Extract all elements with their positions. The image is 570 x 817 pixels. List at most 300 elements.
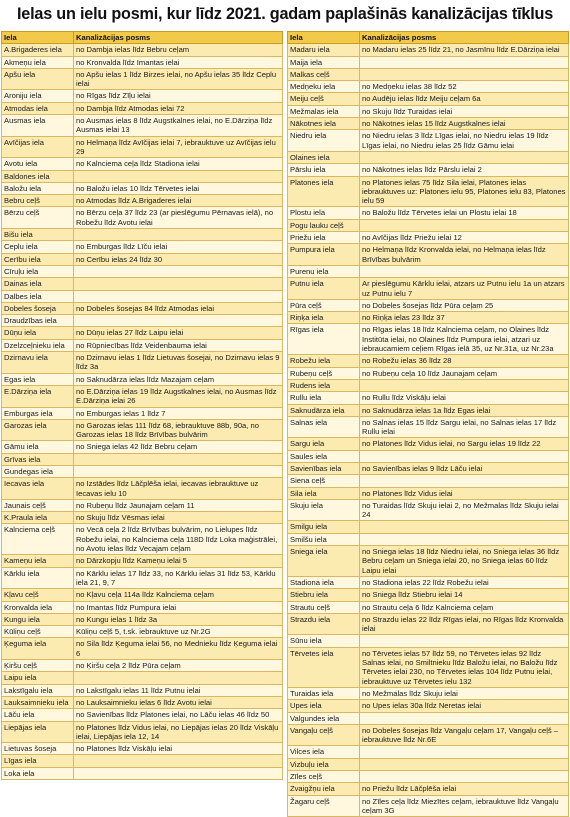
street-cell: Kļavu ceļš [2,589,74,601]
street-cell: Kārklu iela [2,567,74,589]
table-row [288,647,569,687]
street-cell: Avotu iela [2,158,74,170]
street-cell: Savienības iela [288,462,360,474]
section-cell: no Kalnciema ceļa līdz Stadiona ielai [74,158,283,170]
street-cell: Tērvetes iela [288,647,360,687]
section-cell: no Imantas līdz Pumpura ielai [74,601,283,613]
section-cell [360,758,569,770]
section-cell: no Platones līdz Vidus ielai, no Sargu ielas 19 līdz 22 [360,438,569,450]
street-cell: Stiebru iela [288,589,360,601]
table-row [2,453,283,465]
street-cell: Pogu lauku ceļš [288,219,360,231]
street-cell: Meiju ceļš [288,93,360,105]
street-cell: Riņķa iela [288,312,360,324]
section-cell: no Nākotnes ielas 15 līdz Augstkalnes ielai [360,118,569,130]
section-cell: no Bērzu ceļa 37 līdz 23 (ar pieslēgumu Pērnavas ielā), no Robežu līdz Avotu ielai [74,207,283,229]
table-row [288,312,569,324]
header-street: Iela [2,32,74,44]
street-cell: Olaines iela [288,151,360,163]
section-cell: no Audēju ielas līdz Meiju ceļam 6a [360,93,569,105]
table-row [2,56,283,68]
table-row [2,638,283,660]
table-row [288,758,569,770]
street-cell: Medņeku iela [288,81,360,93]
street-cell: Strautu ceļš [288,601,360,613]
street-cell: Saknudārza iela [288,404,360,416]
table-row [2,302,283,314]
street-cell: Kronvalda iela [2,601,74,613]
section-cell [360,533,569,545]
section-cell [360,746,569,758]
section-cell [360,450,569,462]
table-row [2,589,283,601]
table-row [2,767,283,779]
section-cell: no Priežu līdz Lāčplēša ielai [360,783,569,795]
section-cell: no Platones līdz Vidus ielai [360,487,569,499]
section-cell [74,465,283,477]
table-row [288,783,569,795]
table-row [288,81,569,93]
section-cell [74,672,283,684]
street-cell: Sniega iela [288,546,360,577]
table-row [2,229,283,241]
table-row [2,115,283,137]
table-row [2,755,283,767]
section-cell: no Rubeņu ceļa 10 līdz Jaunajam ceļam [360,367,569,379]
table-row [2,660,283,672]
table-row [2,90,283,102]
street-cell: Pumpura iela [288,244,360,266]
street-cell: Smilšu iela [288,533,360,545]
street-cell: Emburgas iela [2,407,74,419]
section-cell: no Skuju līdz Turaidas ielai [360,105,569,117]
street-cell: Madaru iela [288,44,360,56]
street-cell: Niedru iela [288,130,360,152]
section-cell: no Helmaņa līdz Kronvalda ielai, no Helmaņa ielas līdz Brīvības bulvārim [360,244,569,266]
street-cell: Jaunais ceļš [2,499,74,511]
street-cell: Atmodas iela [2,102,74,114]
table-row [288,219,569,231]
street-cell: Rudens iela [288,379,360,391]
section-cell: no Vecā ceļa 2 līdz Brīvības bulvārim, no Lielupes līdz Robežu ielai, no Kalnciema ceļa 118D līdz Loka maģistrālei, no Avotu ielas līdz Vecajam ceļam [74,524,283,555]
table-row [2,352,283,374]
section-cell: no Izstādes līdz Lāčplēša ielai, iecavas iebrauktuve uz Iecavas ielu 10 [74,478,283,500]
section-cell: no Dzirnavu ielas 1 līdz Lietuvas šosejai, no Dzirnavu ielas 9 līdz 3a [74,352,283,374]
street-cell: Purenu iela [288,265,360,277]
section-cell: no Emburgas līdz Līču ielai [74,241,283,253]
table-row [2,441,283,453]
section-cell: no Savienības ielas 9 līdz Lāču ielai [360,462,569,474]
street-cell: Pārslu iela [288,164,360,176]
section-cell [360,265,569,277]
section-cell: no Rīgas ielas 18 līdz Kalnciema ceļam, no Olaines līdz Institūta ielai, no Olaines līdz Pumpura ielai, atzari uz iebraucamiem ceļiem Rīgas ielā 35, uz Nr.31a, uz Nr.23a [360,324,569,355]
street-cell: Vilces iela [288,746,360,758]
table-row [2,567,283,589]
street-cell: Lāču iela [2,709,74,721]
table-row [2,158,283,170]
table-row [2,684,283,696]
section-cell: no Sniega līdz Stiebru ielai 14 [360,589,569,601]
street-cell: Egas iela [2,373,74,385]
table-row [2,195,283,207]
section-cell: no Emburgas ielas 1 līdz 7 [74,407,283,419]
street-cell: Baložu iela [2,182,74,194]
table-row [2,265,283,277]
table-row [288,546,569,577]
street-cell: Stadiona iela [288,576,360,588]
street-cell: Dalbes iela [2,290,74,302]
table-row [2,499,283,511]
table-row [288,450,569,462]
section-cell: no Dobeles šosejas 84 līdz Atmodas ielai [74,302,283,314]
section-cell [360,68,569,80]
street-cell: Smilgu iela [288,521,360,533]
section-cell: no Upes ielas 30a līdz Neretas ielai [360,700,569,712]
street-cell: Nākotnes iela [288,118,360,130]
page-title: Ielas un ielu posmi, kur līdz 2021. gadam paplašinās kanalizācijas tīklus [17,5,553,23]
section-cell: no Mežmalas līdz Skuju ielai [360,687,569,699]
table-row [2,44,283,56]
section-cell: no Dobeles šosejas līdz Vangaļu ceļam 17, Vangaļu ceļš – iebrauktuve līdz Nr.6E [360,724,569,746]
section-cell [360,475,569,487]
table-row [288,244,569,266]
street-cell: Ceplu iela [2,241,74,253]
table-row [288,771,569,783]
street-cell: Lakstīgalu iela [2,684,74,696]
section-cell [360,56,569,68]
street-cell: Sargu iela [288,438,360,450]
street-cell: Mežmalas iela [288,105,360,117]
street-cell: Akmeņu iela [2,56,74,68]
section-cell: no Medņeku ielas 38 līdz 52 [360,81,569,93]
table-row [288,44,569,56]
street-cell: Skuju iela [288,499,360,521]
section-cell: no Baložu ielas 10 līdz Tērvetes ielai [74,182,283,194]
section-cell [360,521,569,533]
table-row [288,601,569,613]
street-cell: Kungu iela [2,613,74,625]
section-cell [74,229,283,241]
section-cell: no Sniega ielas 18 līdz Niedru ielai, no Sniega ielas 36 līdz Bebru ceļam un Sniega ielai 20, no Sniega ielas 60 līdz Laipu ielai [360,546,569,577]
street-cell: Bērzu ceļš [2,207,74,229]
street-cell: Ķiršu ceļš [2,660,74,672]
section-cell: no Salnas ielas 15 līdz Sargu ielai, no Salnas ielas 17 līdz Rullu ielai [360,416,569,438]
table-row [2,626,283,638]
table-row [2,315,283,327]
section-cell: no Lakstīgalu ielas 11 līdz Putnu ielai [74,684,283,696]
section-cell: no Tērvetes ielas 57 līdz 59, no Tērvetes ielas 92 līdz Salnas ielai, no Smiltnieku līdz Baložu ielai, no Baložu līdz Tērvetes ielai 230, no Tērvetes ielas 104 līdz Putnu ielai, iebrauktuve uz Tērvetes ielu 132 [360,647,569,687]
street-cell: Rīgas iela [288,324,360,355]
section-cell: no Dambja ielas līdz Bebru ceļam [74,44,283,56]
table-row [288,93,569,105]
table-header-row [288,32,569,44]
street-cell: Gāmu iela [2,441,74,453]
street-cell: Garozas iela [2,419,74,441]
street-cell: Putnu iela [288,278,360,300]
table-row [288,265,569,277]
table-row [288,176,569,207]
street-cell: Laipu iela [2,672,74,684]
table-row [288,324,569,355]
street-cell: Dzirnavu iela [2,352,74,374]
street-cell: Cīruļu iela [2,265,74,277]
table-row [288,379,569,391]
street-cell: Līgas iela [2,755,74,767]
section-cell [360,219,569,231]
section-cell [74,453,283,465]
section-cell: no Garozas ielas 111 līdz 68, iebrauktuve 88b, 90a, no Garozas ielas 18 līdz Brīvības bulvārim [74,419,283,441]
section-cell: no Stadiona ielas 22 līdz Robežu ielai [360,576,569,588]
street-cell: Turaidas iela [288,687,360,699]
section-cell [74,170,283,182]
section-cell: no Kungu ielas 1 līdz 3a [74,613,283,625]
section-cell: no Saknudārza ielas līdz Mazajam ceļam [74,373,283,385]
table-row [288,130,569,152]
left-column [1,31,283,786]
table-row [2,696,283,708]
section-cell: no Avīčijas līdz Priežu ielai 12 [360,232,569,244]
section-cell: no Platones līdz Vidus ielai, no Liepājas ielas 20 līdz Viskāļu ielai, Liepājas iela 12, 14 [74,721,283,743]
table-row [288,438,569,450]
table-row [288,232,569,244]
section-cell [74,755,283,767]
table-row [288,613,569,635]
street-cell: Plostu iela [288,207,360,219]
street-cell: Baldones iela [2,170,74,182]
section-cell: no Sila līdz Ķeguma ielai 56, no Mednieku līdz Ķeguma ielai 6 [74,638,283,660]
street-cell: Apšu iela [2,68,74,90]
table-row [2,290,283,302]
table-row [288,278,569,300]
section-cell: no Dūņu ielas 27 līdz Laipu ielai [74,327,283,339]
table-row [288,795,569,817]
street-cell: Strazdu iela [288,613,360,635]
table-row [2,385,283,407]
section-cell [360,771,569,783]
header-section: Kanalizācijas posms [360,32,569,44]
section-cell: no Zīles ceļa līdz Miezītes ceļam, iebrauktuve līdz Vangaļu ceļam 3G [360,795,569,817]
section-cell [74,767,283,779]
table-row [288,589,569,601]
section-cell: no Lauksaimnieku ielas 6 līdz Avotu ielai [74,696,283,708]
table-row [288,687,569,699]
table-row [2,672,283,684]
table-row [288,462,569,474]
street-cell: Loka iela [2,767,74,779]
header-street: Iela [288,32,360,44]
table-row [2,743,283,755]
table-row [288,712,569,724]
street-cell: A.Brigaderes iela [2,44,74,56]
section-cell: no Baložu līdz Tērvetes ielai un Plostu ielai 18 [360,207,569,219]
street-cell: Dūņu iela [2,327,74,339]
section-cell: no Kļavu ceļa 114a līdz Kalnciema ceļam [74,589,283,601]
left-table-body [2,44,283,780]
table-row [2,601,283,613]
right-table-body [288,44,569,817]
section-cell: no Skuju līdz Vēsmas ielai [74,512,283,524]
table-row [2,253,283,265]
table-row [288,475,569,487]
section-cell: no Cerību ielas 24 līdz 30 [74,253,283,265]
table-row [2,407,283,419]
street-cell: Sūnu iela [288,635,360,647]
table-row [2,241,283,253]
section-cell: no Apšu ielas 1 līdz Birzes ielai, no Apšu ielas 35 līdz Ceplu ielai [74,68,283,90]
street-cell: Upes iela [288,700,360,712]
street-cell: Kameņu iela [2,555,74,567]
street-cell: Zvaigžņu iela [288,783,360,795]
table-row [288,68,569,80]
section-cell: no Dambja līdz Atmodas ielai 72 [74,102,283,114]
table-row [2,182,283,194]
street-cell: Aroniju iela [2,90,74,102]
section-cell: no Ausmas ielas 8 līdz Augstkalnes ielai, no E.Dārziņa līdz Ausmas ielai 13 [74,115,283,137]
table-row [288,724,569,746]
table-row [288,635,569,647]
street-cell: E.Dārziņa iela [2,385,74,407]
street-cell: Rullu iela [288,392,360,404]
table-row [288,56,569,68]
street-cell: Iecavas iela [2,478,74,500]
street-cell: Pūra ceļš [288,299,360,311]
street-cell: Malkas ceļš [288,68,360,80]
left-table [1,31,283,780]
street-cell: Dainas iela [2,278,74,290]
document-page [0,3,570,815]
table-row [2,555,283,567]
section-cell [74,278,283,290]
table-row [2,709,283,721]
section-cell: no Rullu līdz Viskāļu ielai [360,392,569,404]
section-cell: no Robežu ielas 36 līdz 28 [360,355,569,367]
street-cell: Draudzības iela [2,315,74,327]
section-cell: no Strautu ceļa 6 līdz Kalnciema ceļam [360,601,569,613]
table-row [288,164,569,176]
section-cell: no Sniega ielas 42 līdz Bebru ceļam [74,441,283,453]
section-cell: no E.Dārziņa ielas 19 līdz Augstkalnes ielai, no Ausmas līdz E.Dārziņa ielai 26 [74,385,283,407]
street-cell: Salnas iela [288,416,360,438]
street-cell: Ausmas iela [2,115,74,137]
table-row [288,700,569,712]
table-row [288,521,569,533]
table-row [2,136,283,158]
section-cell [360,151,569,163]
street-cell: Ķeguma iela [2,638,74,660]
street-cell: Bišu iela [2,229,74,241]
table-row [2,102,283,114]
street-cell: Priežu iela [288,232,360,244]
table-row [288,416,569,438]
section-cell: no Rūpniecības līdz Veidenbauma ielai [74,339,283,351]
street-cell: Avīčijas iela [2,136,74,158]
section-cell [74,315,283,327]
street-cell: Kalnciema ceļš [2,524,74,555]
section-cell: no Helmaņa līdz Avīčijas ielai 7, iebrauktuve uz Avīčijas ielu 29 [74,136,283,158]
table-row [288,118,569,130]
table-row [288,367,569,379]
section-cell: no Ķiršu ceļa 2 līdz Pūra ceļam [74,660,283,672]
table-row [288,487,569,499]
street-cell: Vizbuļu iela [288,758,360,770]
table-row [2,339,283,351]
section-cell: no Kronvalda līdz Imantas ielai [74,56,283,68]
street-cell: Bebru ceļš [2,195,74,207]
section-cell: Ar pieslēgumu Kārklu ielai, atzars uz Putnu ielu 1a un atzars uz Putnu ielu 7 [360,278,569,300]
street-cell: Kūliņu ceļš [2,626,74,638]
table-row [288,392,569,404]
section-cell [360,379,569,391]
section-cell: no Madaru ielas 25 līdz 21, no Jasmīnu līdz E.Dārziņa ielai [360,44,569,56]
street-cell: Siena ceļš [288,475,360,487]
table-row [2,278,283,290]
section-cell: no Niedru ielas 3 līdz Līgas ielai, no Niedru ielas 19 līdz Līgas ielai, no Niedru ielas 25 līdz Gāmu ielai [360,130,569,152]
street-cell: Saules iela [288,450,360,462]
table-row [2,207,283,229]
street-cell: Dzelzceļnieku iela [2,339,74,351]
section-cell [74,290,283,302]
table-row [288,151,569,163]
street-cell: Gundegas iela [2,465,74,477]
table-row [288,207,569,219]
street-cell: Zīles ceļš [288,771,360,783]
street-cell: Platones iela [288,176,360,207]
table-row [288,355,569,367]
section-cell: no Atmodas līdz A.Brigaderes ielai [74,195,283,207]
table-row [2,373,283,385]
section-cell: no Platones līdz Viskāļu ielai [74,743,283,755]
table-row [288,499,569,521]
table-row [2,419,283,441]
section-cell: Kūliņu ceļš 5, t.sk. iebrauktuve uz Nr.2G [74,626,283,638]
table-row [2,170,283,182]
table-row [288,105,569,117]
section-cell: no Strazdu ielas 22 līdz Rīgas ielai, no Rīgas līdz Kronvalda ielai [360,613,569,635]
street-cell: Liepājas iela [2,721,74,743]
table-row [288,746,569,758]
table-row [2,613,283,625]
street-cell: Sila iela [288,487,360,499]
street-cell: Maija iela [288,56,360,68]
section-cell: no Rīgas līdz Zīļu ielai [74,90,283,102]
section-cell [360,712,569,724]
section-cell: no Saknudārza ielas 1a līdz Egas ielai [360,404,569,416]
street-cell: Dobeles šoseja [2,302,74,314]
table-row [2,478,283,500]
table-columns [1,31,569,815]
street-cell: Robežu iela [288,355,360,367]
table-row [2,721,283,743]
street-cell: Valgundes iela [288,712,360,724]
table-header-row [2,32,283,44]
section-cell: no Platones ielas 75 līdz Sila ielai, Platones ielas iebrauktuves uz: Platones ielu 95, Platones ielu 83, Platones ielu 59 [360,176,569,207]
table-row [288,576,569,588]
section-cell [74,265,283,277]
table-row [2,524,283,555]
header-section: Kanalizācijas posms [74,32,283,44]
section-cell: no Kārklu ielas 17 līdz 33, no Kārklu ielas 31 līdz 53, Kārklu iela 21, 9, 7 [74,567,283,589]
street-cell: Lietuvas šoseja [2,743,74,755]
table-row [2,512,283,524]
section-cell: no Rubeņu līdz Jaunajam ceļam 11 [74,499,283,511]
street-cell: Rubeņu ceļš [288,367,360,379]
section-cell: no Savienības līdz Platones ielai, no Lāču ielas 46 līdz 50 [74,709,283,721]
section-cell: no Dobeles šosejas līdz Pūra ceļam 25 [360,299,569,311]
street-cell: K.Praula iela [2,512,74,524]
right-column [287,31,569,815]
section-cell: no Dārzkopju līdz Kameņu ielai 5 [74,555,283,567]
table-row [2,465,283,477]
